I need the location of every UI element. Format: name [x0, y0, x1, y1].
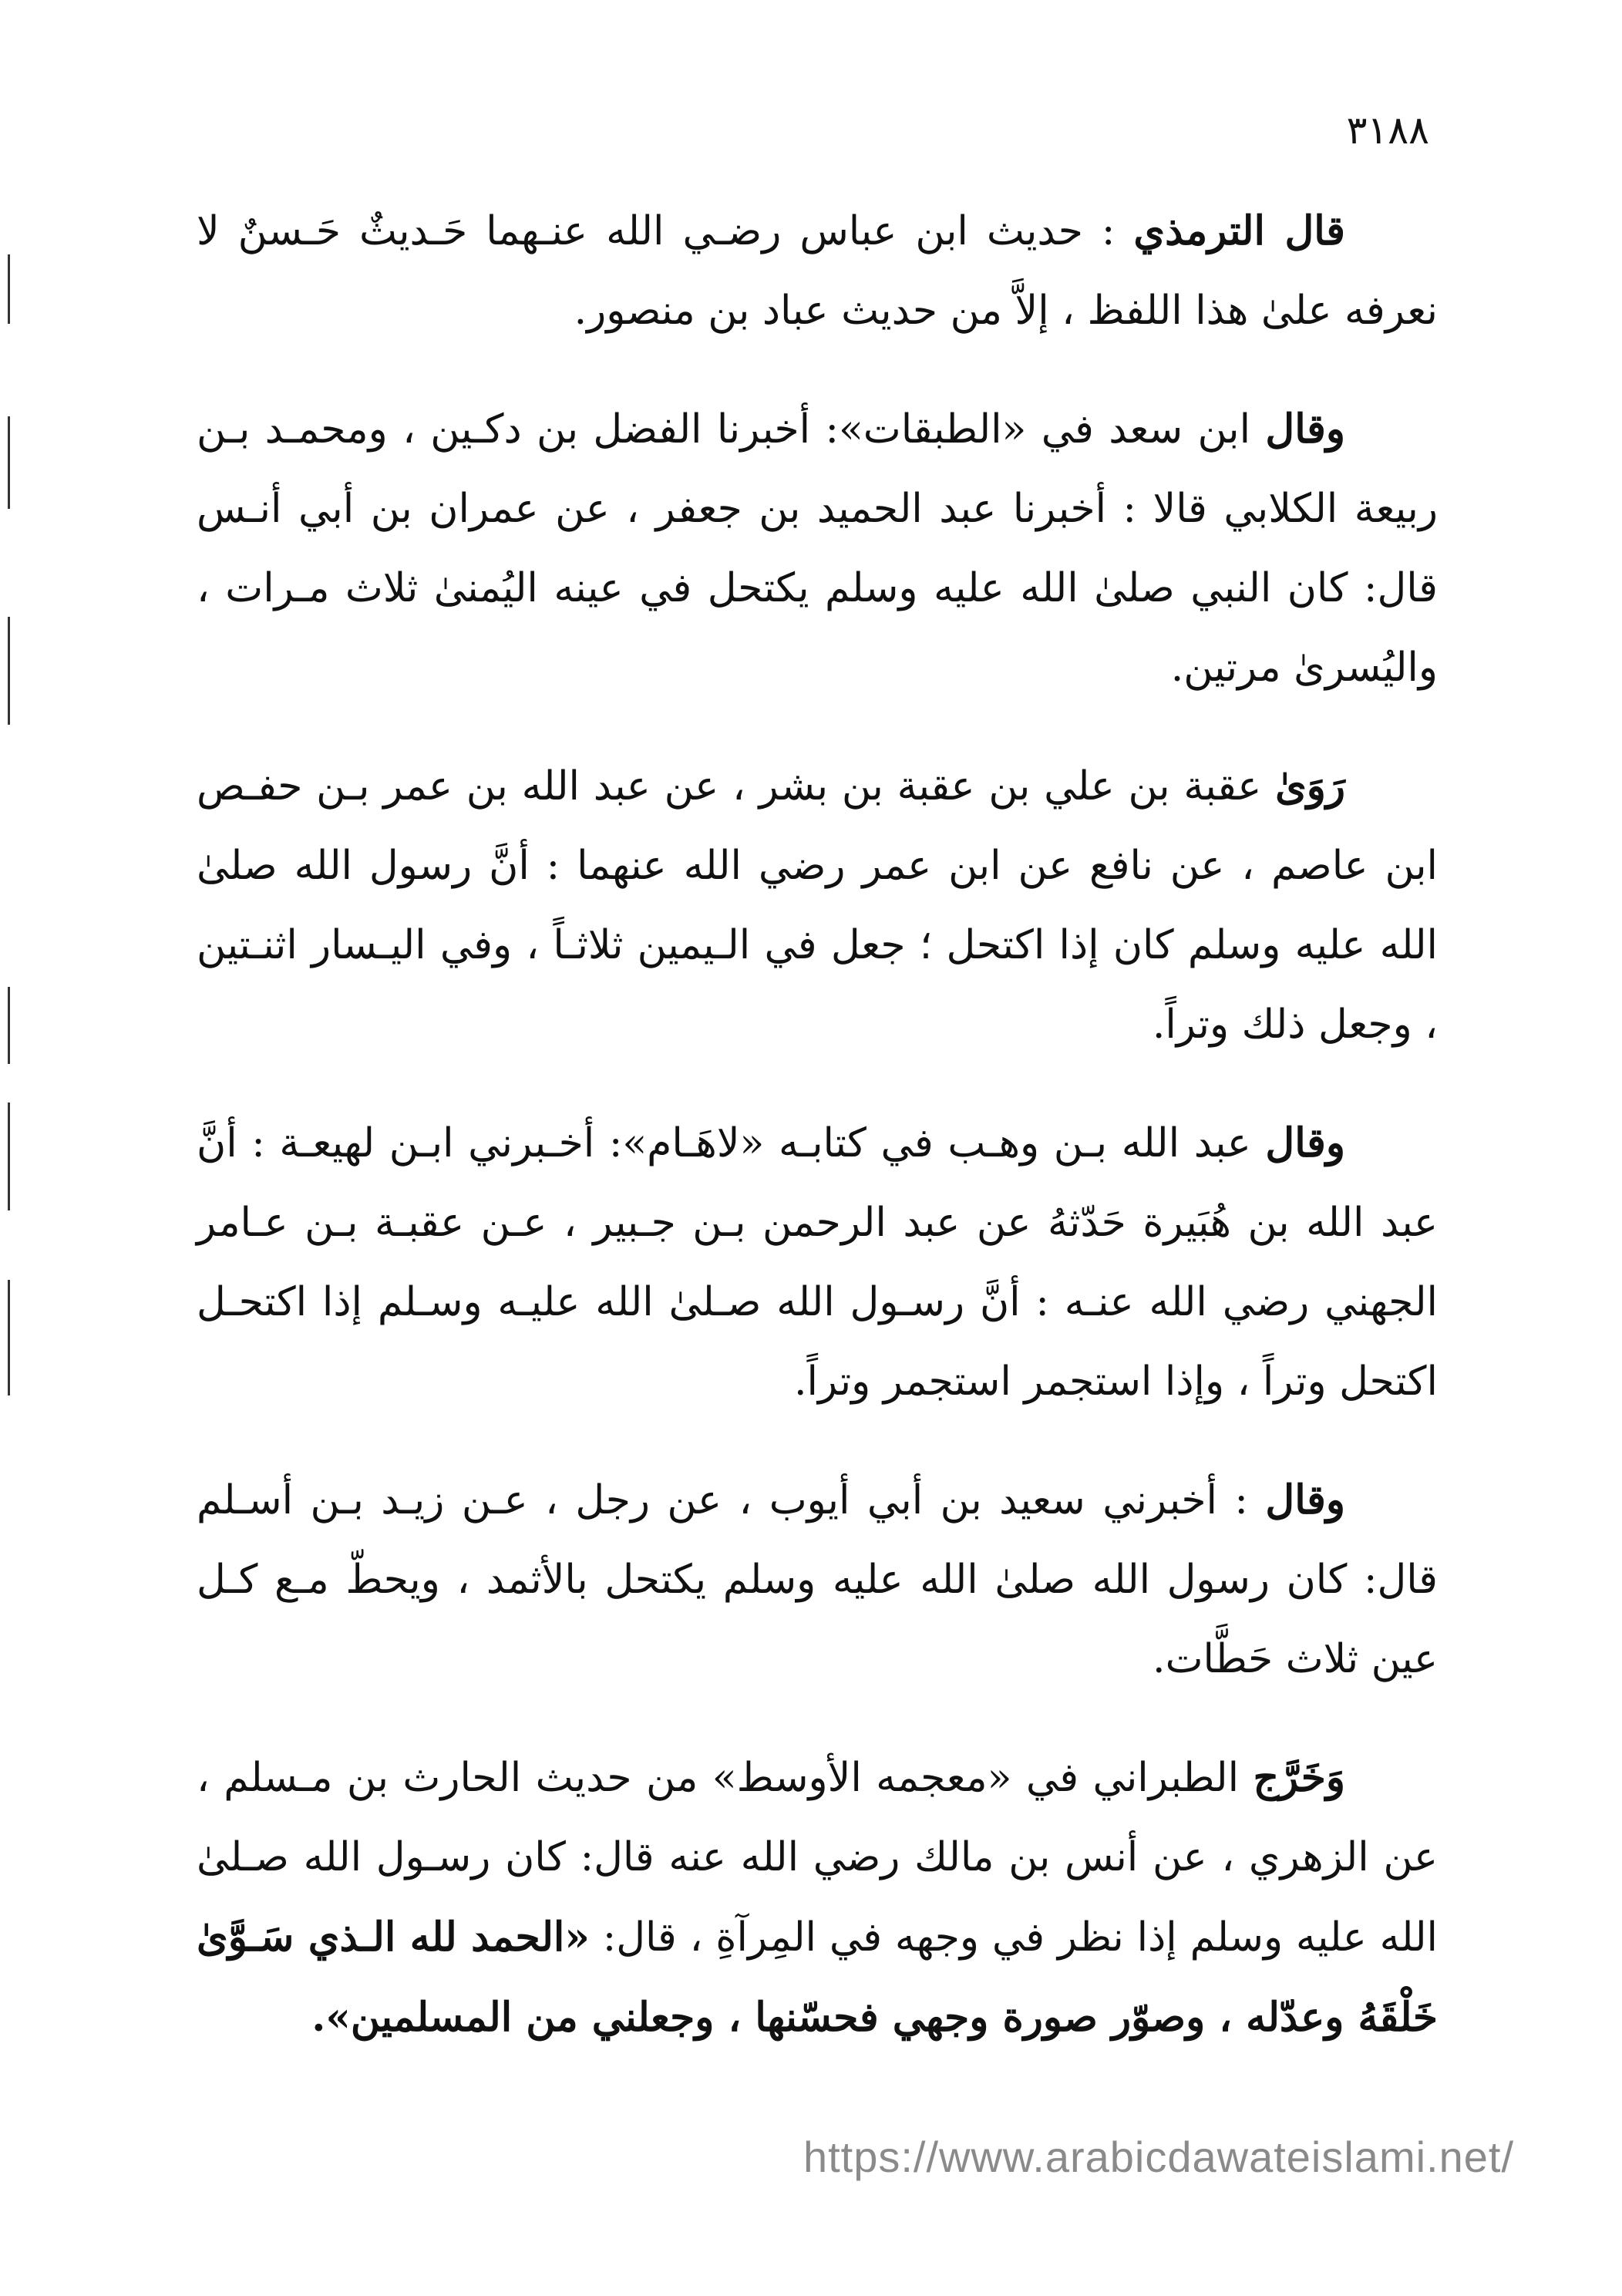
margin-mark [8, 617, 10, 725]
website-watermark: https://www.arabicdawateislami.net/ [803, 2133, 1514, 2181]
paragraph-lead: قال الترمذي [1133, 207, 1345, 254]
page-body [197, 191, 1438, 2096]
paragraph [197, 389, 1438, 708]
paragraph-lead: رَوَىٰ [1275, 763, 1345, 810]
paragraph [197, 746, 1438, 1065]
margin-mark [8, 987, 10, 1064]
paragraph-text: عقبة بن علي بن عقبة بن بشر ، عن عبد الله بن عمر بـن حفـص ابن عاصم ، عن نافع عن ابن عمر رضي الله عنهما : أنَّ رسول الله صلىٰ الله عليه وسلم كان إذا اكتحل ؛ جعل في الـيمين ثلاثـاً ، وفي اليـسار اثنـتين ، وجعل ذلك وتراً. [197, 763, 1438, 1048]
paragraph [197, 1103, 1438, 1422]
paragraph-lead: وقال [1265, 1119, 1345, 1167]
margin-mark [8, 1280, 10, 1395]
page-number: ٣١٨٨ [1346, 108, 1429, 153]
paragraph-text: : حديث ابن عباس رضـي الله عنـهما حَـديثٌ حَـسنٌ لا نعرفه علىٰ هذا اللفظ ، إلاَّ من حديث عباد بن منصور. [197, 208, 1438, 334]
scan-margin-marks [0, 0, 15, 2296]
paragraph-text: عبد الله بـن وهـب في كتابـه «لاهَـام»: أخـبرني ابـن لهيعـة : أنَّ عبد الله بن هُبَيرة حَدّثهُ عن عبد الرحمن بـن جـبير ، عـن عقبـة بـن عـامر الجهني رضي الله عنـه : أنَّ رسـول الله صـلىٰ الله عليـه وسـلم إذا اكتحـل اكتحل وتراً ، وإذا استجمر استجمر وتراً. [197, 1120, 1438, 1405]
paragraph-lead: وقال [1265, 406, 1345, 453]
paragraph-lead: وَخَرَّج [1253, 1754, 1345, 1801]
margin-mark [8, 1103, 10, 1210]
paragraph [197, 1738, 1438, 2058]
paragraph-lead: وقال [1265, 1476, 1345, 1523]
margin-mark [8, 416, 10, 509]
paragraph [197, 191, 1438, 351]
paragraph [197, 1460, 1438, 1699]
paragraph-text: : أخبرني سعيد بن أبي أيوب ، عن رجل ، عـن زيـد بـن أسـلم قال: كان رسول الله صلىٰ الله عليه وسلم يكتحل بالأثمد ، ويحطّ مـع كـل عين ثلاث حَطَّات. [197, 1477, 1438, 1682]
margin-mark [8, 254, 10, 324]
paragraph-text: ابن سعد في «الطبقات»: أخبرنا الفضل بن دكـين ، ومحمـد بـن ربيعة الكلابي قالا : أخبرنا عبد الحميد بن جعفر ، عن عمران بن أبي أنـس قال: كان النبي صلىٰ الله عليه وسلم يكتحل في عينه اليُمنىٰ ثلاث مـرات ، واليُسرىٰ مرتين. [197, 406, 1438, 691]
paragraph-text: الطبراني في «معجمه الأوسط» من حديث الحارث بن مـسلم ، عن الزهري ، عن أنس بن مالك رضي الله عنه قال: كان رسـول الله صـلىٰ الله عليه وسلم إذا نظر في وجهه في المِرآةِ ، قال: [197, 1755, 1439, 1961]
hadith-quote: «الحمد لله الـذي سَـوَّىٰ خَلْقَهُ وعدّله ، وصوّر صورة وجهي فحسّنها ، وجعلني من المسلمين». [197, 1914, 1438, 2041]
